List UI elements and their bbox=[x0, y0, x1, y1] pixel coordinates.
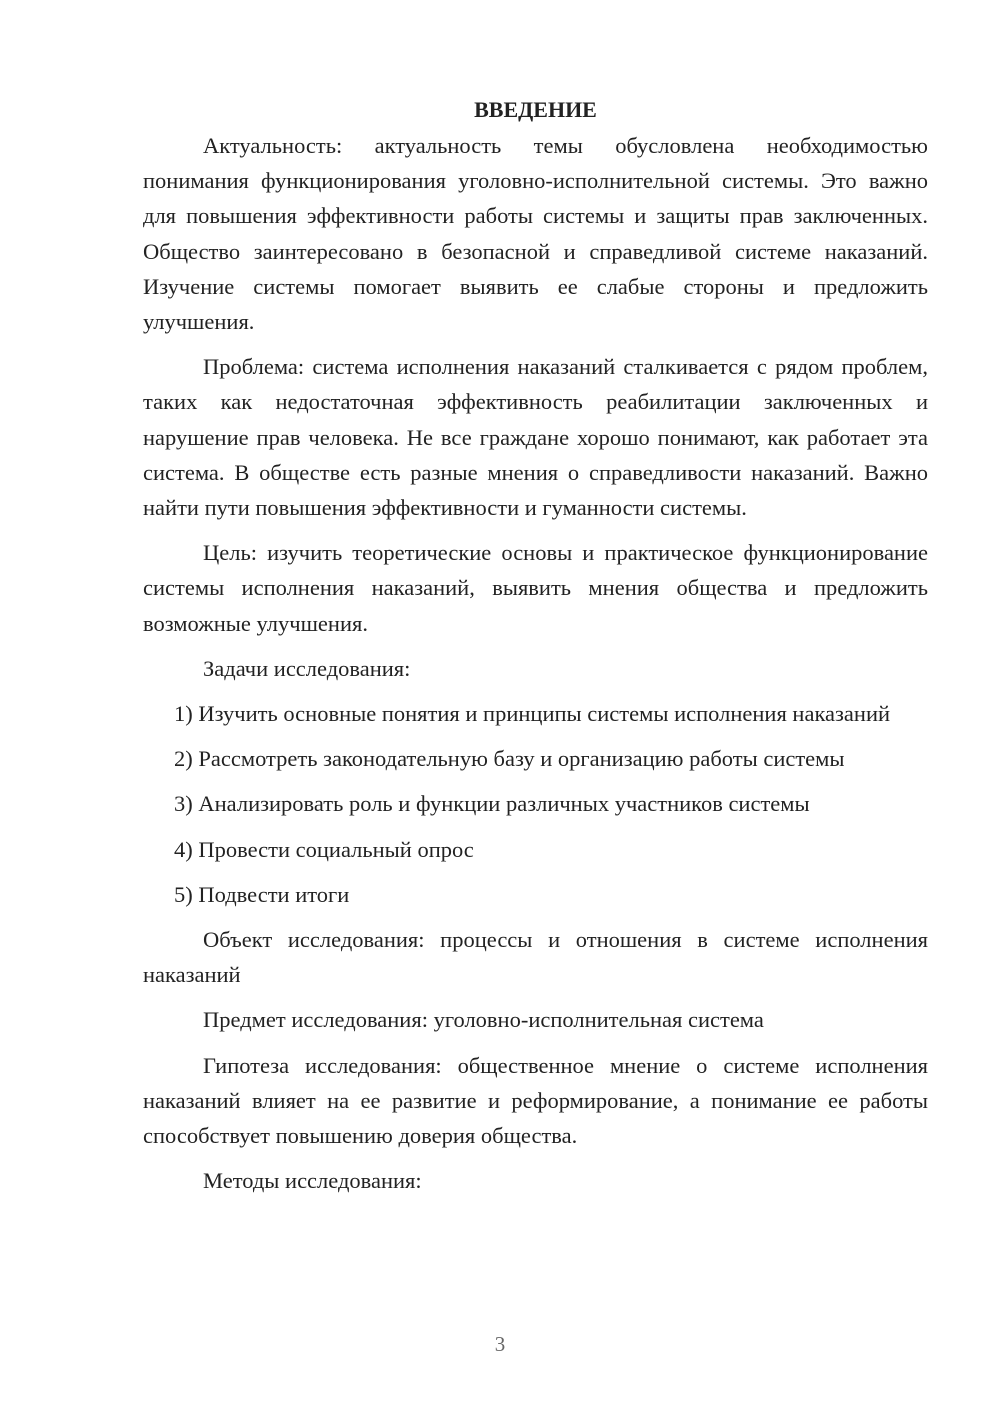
document-page bbox=[143, 92, 928, 1208]
paragraph-goal: Цель: изучить теоретические основы и практическое функционирование системы исполнения наказаний, выявить мнения общества и предложить возможные улучшения. bbox=[143, 540, 928, 636]
list-item: 1) Изучить основные понятия и принципы системы исполнения наказаний bbox=[174, 701, 891, 727]
paragraph-subject: Предмет исследования: уголовно-исполнительная система bbox=[203, 1007, 764, 1033]
paragraph-relevance: Актуальность: актуальность темы обусловлена необходимостью понимания функционирования уголовно-исполнительной системы. Это важно для повышения эффективности работы системы и защиты прав заключенных. Общество заинтересовано в безопасной и справедливой системе наказаний. Изучение системы помогает выявить ее слабые стороны и предложить улучшения. bbox=[143, 133, 928, 335]
paragraph-tasks-heading: Задачи исследования: bbox=[203, 655, 411, 681]
list-item: 3) Анализировать роль и функции различных участников системы bbox=[174, 791, 810, 817]
paragraph-methods: Методы исследования: bbox=[203, 1168, 422, 1194]
list-item: 5) Подвести итоги bbox=[174, 881, 350, 907]
paragraph-problem: Проблема: система исполнения наказаний сталкивается с рядом проблем, таких как недостаточная эффективность реабилитации заключенных и нарушение прав человека. Не все граждане хорошо понимают, как работает эта система. В обществе есть разные мнения о справедливости наказаний. Важно найти пути повышения эффективности и гуманности системы. bbox=[143, 354, 928, 521]
paragraph-object: Объект исследования: процессы и отношения в системе исполнения наказаний bbox=[143, 927, 928, 988]
list-item: 2) Рассмотреть законодательную базу и организацию работы системы bbox=[174, 746, 845, 772]
page-title: ВВЕДЕНИЕ bbox=[474, 97, 597, 122]
paragraph-hypothesis: Гипотеза исследования: общественное мнение о системе исполнения наказаний влияет на ее развитие и реформирование, а понимание ее работы способствует повышению доверия общества. bbox=[143, 1052, 928, 1149]
list-item: 4) Провести социальный опрос bbox=[174, 836, 474, 862]
page-number: 3 bbox=[494, 1332, 506, 1356]
